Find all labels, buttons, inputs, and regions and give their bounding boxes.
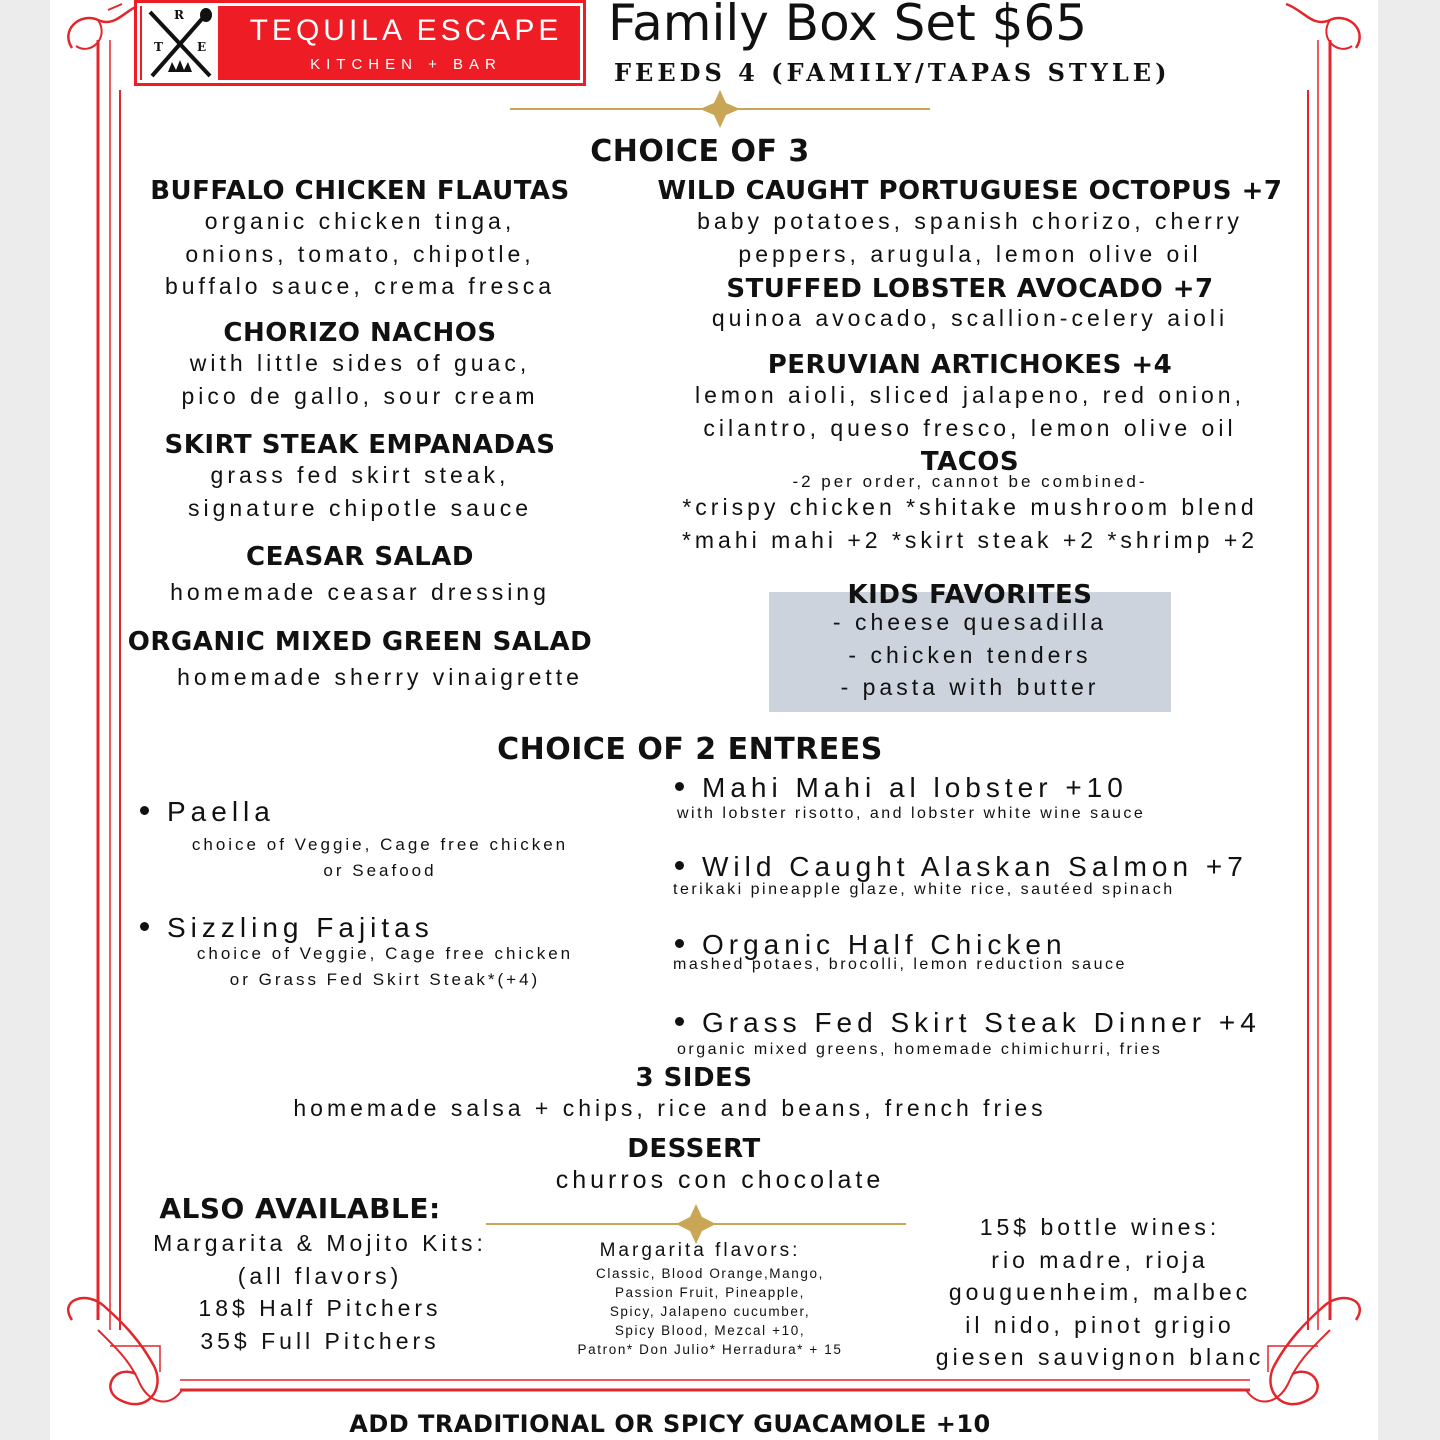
bullet-icon bbox=[675, 861, 684, 870]
kids-favorites-list: - cheese quesadilla - chicken tenders - pasta with butter bbox=[832, 609, 1108, 700]
item-description: quinoa avocado, scallion-celery aioli bbox=[711, 305, 1229, 331]
entree-title: Wild Caught Alaskan Salmon +7 bbox=[675, 851, 1248, 883]
entree-description: choice of Veggie, Cage free chicken or Grass Fed Skirt Steak*(+4) bbox=[196, 944, 574, 989]
tacos-options: *crispy chicken *shitake mushroom blend *mahi mahi +2 *skirt steak +2 *shrimp +2 bbox=[681, 494, 1259, 553]
mark-letter-e: E bbox=[197, 40, 207, 54]
dessert-heading: DESSERT bbox=[627, 1134, 761, 1164]
entrees-heading: CHOICE OF 2 ENTREES bbox=[497, 732, 883, 767]
bullet-icon bbox=[675, 1017, 684, 1026]
brand-name: TEQUILA ESCAPE bbox=[249, 14, 563, 47]
item-description: grass fed skirt steak, signature chipotle sauce bbox=[187, 462, 533, 521]
entree-description: with lobster risotto, and lobster white wine sauce bbox=[677, 805, 1146, 822]
entree-title: Sizzling Fajitas bbox=[140, 912, 434, 944]
item-description: organic chicken tinga, onions, tomato, chipotle, buffalo sauce, crema fresca bbox=[164, 208, 556, 299]
item-title: ORGANIC MIXED GREEN SALAD bbox=[127, 627, 593, 657]
item-description: homemade sherry vinaigrette bbox=[177, 664, 583, 690]
item-title: BUFFALO CHICKEN FLAUTAS bbox=[150, 176, 570, 206]
margarita-flavors-heading: Margarita flavors: bbox=[599, 1240, 801, 1261]
sides-heading: 3 SIDES bbox=[635, 1063, 753, 1093]
item-description: lemon aioli, sliced jalapeno, red onion, cilantro, queso fresco, lemon olive oil bbox=[695, 382, 1245, 441]
dessert-description: churros con chocolate bbox=[555, 1166, 885, 1194]
item-description: baby potatoes, spanish chorizo, cherry peppers, arugula, lemon olive oil bbox=[697, 208, 1243, 267]
mark-letter-r: R bbox=[174, 8, 184, 22]
item-description: homemade ceasar dressing bbox=[170, 579, 550, 605]
brand-tagline: KITCHEN + BAR bbox=[310, 56, 502, 73]
also-available-list: Margarita & Mojito Kits: (all flavors) 18$ Half Pitchers 35$ Full Pitchers bbox=[153, 1230, 487, 1354]
entree-title: Paella bbox=[140, 796, 275, 828]
footer-guacamole: ADD TRADITIONAL OR SPICY GUACAMOLE +10 bbox=[349, 1410, 991, 1438]
sides-description: homemade salsa + chips, rice and beans, french fries bbox=[293, 1095, 1047, 1121]
choice3-heading: CHOICE OF 3 bbox=[590, 134, 810, 169]
item-title: SKIRT STEAK EMPANADAS bbox=[164, 430, 556, 460]
menu-page bbox=[50, 0, 1378, 1440]
bullet-icon bbox=[675, 939, 684, 948]
item-title: PERUVIAN ARTICHOKES +4 bbox=[767, 350, 1173, 380]
margarita-flavors-list: Classic, Blood Orange,Mango, Passion Fruit, Pineapple, Spicy, Jalapeno cucumber, Spicy Blood, Mezcal +10, Patron* Don Julio* Herradura* + 15 bbox=[577, 1266, 843, 1357]
item-title: CHORIZO NACHOS bbox=[223, 318, 497, 348]
page-title: Family Box Set $65 bbox=[608, 0, 1088, 52]
entree-description: mashed potaes, brocolli, lemon reduction sauce bbox=[673, 956, 1127, 973]
also-available-heading: ALSO AVAILABLE: bbox=[159, 1192, 441, 1225]
entree-description: terikaki pineapple glaze, white rice, sautéed spinach bbox=[673, 881, 1175, 898]
bullet-icon bbox=[675, 782, 684, 791]
brand-mark bbox=[142, 6, 218, 80]
bullet-icon bbox=[140, 922, 149, 931]
page-subtitle: FEEDS 4 (FAMILY/TAPAS STYLE) bbox=[614, 58, 1171, 87]
entree-title: Mahi Mahi al lobster +10 bbox=[675, 772, 1128, 804]
entree-title: Organic Half Chicken bbox=[675, 929, 1067, 961]
bottle-wines-list: 15$ bottle wines: rio madre, rioja gouguenheim, malbec il nido, pinot grigio giesen sauvignon blanc bbox=[935, 1214, 1265, 1370]
entree-description: choice of Veggie, Cage free chicken or Seafood bbox=[191, 835, 569, 880]
item-title: CEASAR SALAD bbox=[245, 542, 474, 572]
tacos-note: -2 per order, cannot be combined- bbox=[792, 472, 1148, 491]
bullet-icon bbox=[140, 806, 149, 815]
entree-title: Grass Fed Skirt Steak Dinner +4 bbox=[675, 1007, 1261, 1039]
item-title: WILD CAUGHT PORTUGUESE OCTOPUS +7 bbox=[657, 176, 1283, 206]
entree-description: organic mixed greens, homemade chimichurri, fries bbox=[677, 1041, 1163, 1058]
item-description: with little sides of guac, pico de gallo, sour cream bbox=[181, 350, 539, 409]
tacos-title: TACOS bbox=[920, 447, 1020, 477]
kids-favorites-title: KIDS FAVORITES bbox=[847, 580, 1093, 610]
item-title: STUFFED LOBSTER AVOCADO +7 bbox=[726, 274, 1214, 304]
mark-letter-t: T bbox=[154, 40, 163, 54]
brand-logo bbox=[134, 0, 586, 86]
